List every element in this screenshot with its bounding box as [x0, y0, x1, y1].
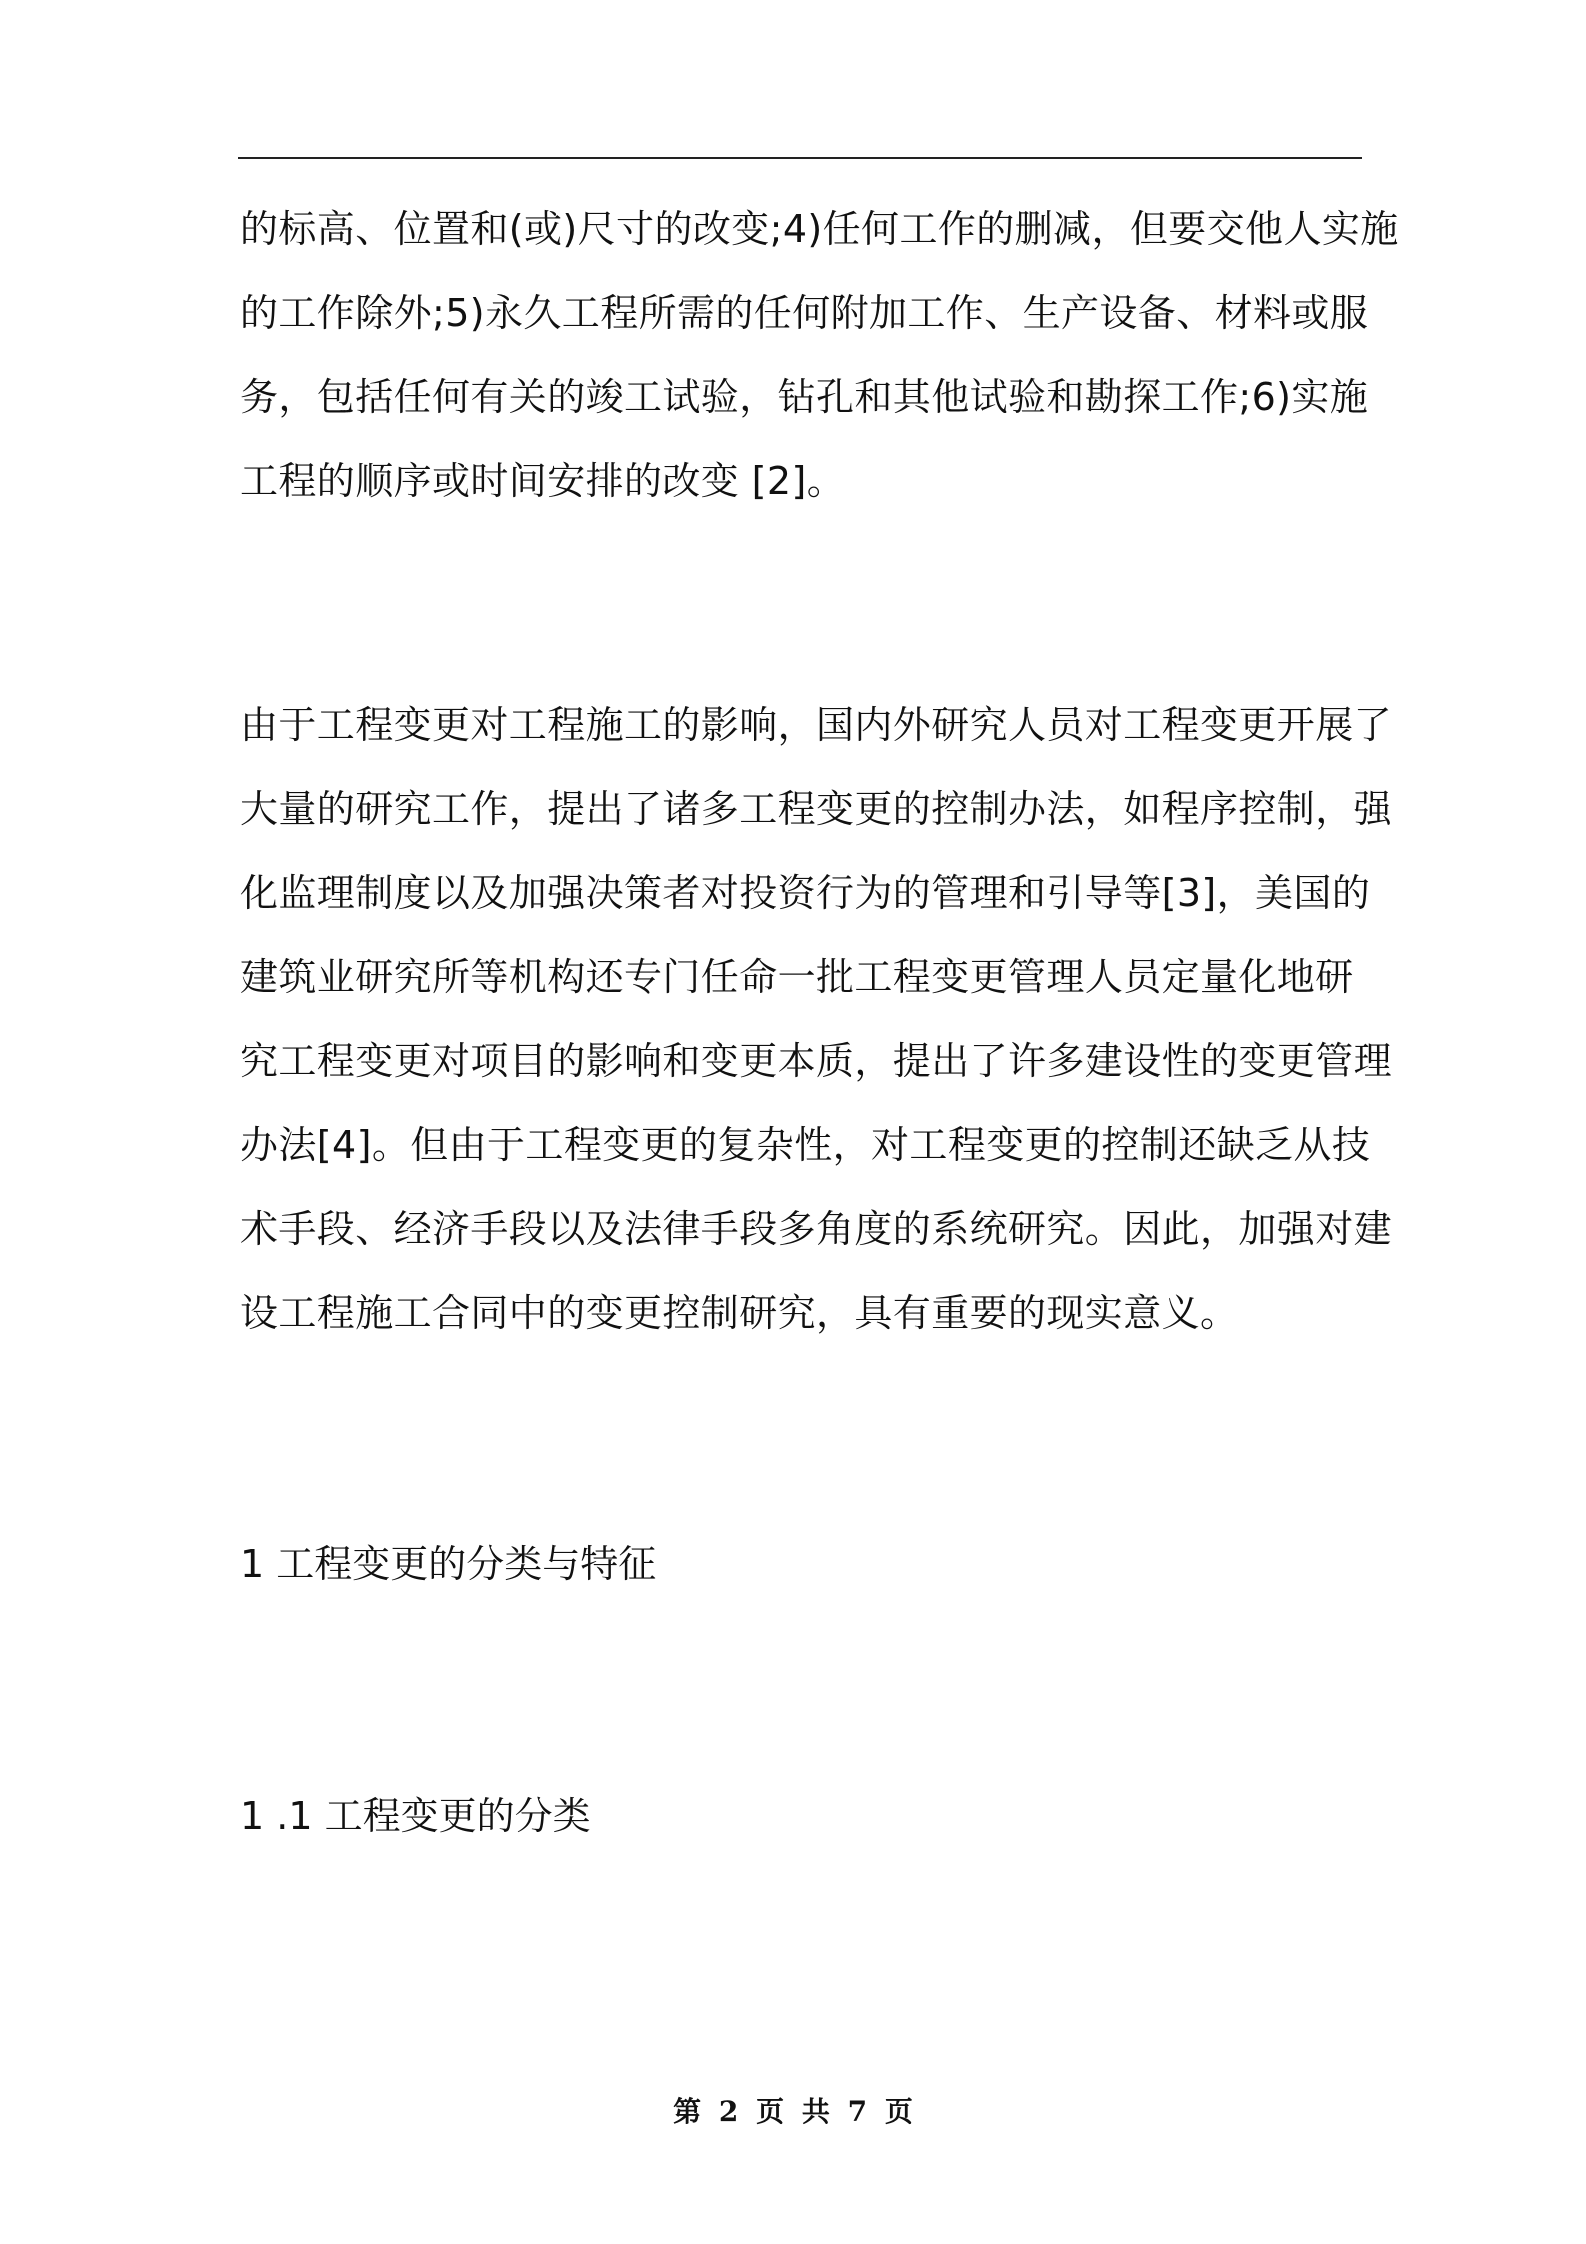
paragraph-2-line-1: 由于工程变更对工程施工的影响，国内外研究人员对工程变更开展了	[240, 703, 1393, 747]
paragraph-2-line-8: 设工程施工合同中的变更控制研究，具有重要的现实意义。	[240, 1291, 1239, 1335]
paragraph-2-line-6: 办法[4]。但由于工程变更的复杂性，对工程变更的控制还缺乏从技	[240, 1123, 1371, 1167]
section-heading-1-1: 1 .1 工程变更的分类	[240, 1794, 591, 1838]
paragraph-2-line-7: 术手段、经济手段以及法律手段多角度的系统研究。因此，加强对建	[240, 1207, 1393, 1251]
paragraph-2-line-3: 化监理制度以及加强决策者对投资行为的管理和引导等[3]，美国的	[240, 871, 1371, 915]
paragraph-1-line-3: 务，包括任何有关的竣工试验，钻孔和其他试验和勘探工作;6)实施	[240, 375, 1369, 419]
paragraph-1-line-1: 的标高、位置和(或)尺寸的改变;4)任何工作的删减，但要交他人实施	[240, 207, 1399, 251]
paragraph-1-line-4: 工程的顺序或时间安排的改变 [2]。	[240, 459, 846, 503]
header-rule	[238, 157, 1362, 159]
paragraph-2-line-4: 建筑业研究所等机构还专门任命一批工程变更管理人员定量化地研	[240, 955, 1354, 999]
page-number-footer: 第 2 页 共 7 页	[673, 2095, 913, 2128]
paragraph-2-line-5: 究工程变更对项目的影响和变更本质，提出了许多建设性的变更管理	[240, 1039, 1393, 1083]
paragraph-1-line-2: 的工作除外;5)永久工程所需的任何附加工作、生产设备、材料或服	[240, 291, 1369, 335]
paragraph-2-line-2: 大量的研究工作，提出了诸多工程变更的控制办法，如程序控制，强	[240, 787, 1393, 831]
section-heading-1: 1 工程变更的分类与特征	[240, 1542, 657, 1586]
